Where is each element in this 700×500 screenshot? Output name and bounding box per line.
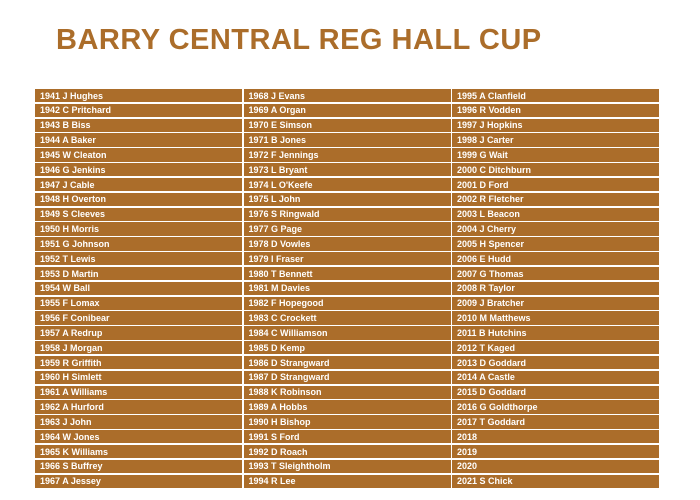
winner-cell: 1970 E Simson — [244, 119, 451, 132]
winner-cell: 1964 W Jones — [35, 430, 242, 443]
winner-cell: 1958 J Morgan — [35, 341, 242, 354]
winner-cell: 1975 L John — [244, 193, 451, 206]
winner-cell: 2015 D Goddard — [452, 386, 659, 399]
winner-cell: 2004 J Cherry — [452, 222, 659, 235]
winner-cell: 1969 A Organ — [244, 104, 451, 117]
winner-cell: 1999 G Wait — [452, 148, 659, 161]
winner-cell: 1959 R Griffith — [35, 356, 242, 369]
winner-cell: 2005 H Spencer — [452, 237, 659, 250]
winner-cell: 1944 A Baker — [35, 133, 242, 146]
winner-cell: 1989 A Hobbs — [244, 400, 451, 413]
winner-cell: 1973 L Bryant — [244, 163, 451, 176]
winner-cell: 1979 I Fraser — [244, 252, 451, 265]
winner-cell: 1978 D Vowles — [244, 237, 451, 250]
winner-cell: 1976 S Ringwald — [244, 208, 451, 221]
winner-cell: 1996 R Vodden — [452, 104, 659, 117]
winner-cell: 1945 W Cleaton — [35, 148, 242, 161]
winner-cell: 1941 J Hughes — [35, 89, 242, 102]
winner-cell: 1991 S Ford — [244, 430, 451, 443]
winner-cell: 1965 K Williams — [35, 445, 242, 458]
winner-cell: 2020 — [452, 460, 659, 473]
winner-cell: 1993 T Sleightholm — [244, 460, 451, 473]
winner-cell: 1994 R Lee — [244, 475, 451, 488]
winner-cell: 1974 L O'Keefe — [244, 178, 451, 191]
winner-cell: 1961 A Williams — [35, 386, 242, 399]
winner-cell: 1956 F Conibear — [35, 311, 242, 324]
winner-cell: 2010 M Matthews — [452, 311, 659, 324]
winner-cell: 2013 D Goddard — [452, 356, 659, 369]
winner-cell: 1981 M Davies — [244, 282, 451, 295]
winner-cell: 1987 D Strangward — [244, 371, 451, 384]
winner-cell: 1984 C Williamson — [244, 326, 451, 339]
winner-cell: 1948 H Overton — [35, 193, 242, 206]
winner-cell: 1963 J John — [35, 415, 242, 428]
winner-cell: 1950 H Morris — [35, 222, 242, 235]
winner-cell: 1942 C Pritchard — [35, 104, 242, 117]
winner-cell: 1980 T Bennett — [244, 267, 451, 280]
winner-cell: 2018 — [452, 430, 659, 443]
winner-cell: 1986 D Strangward — [244, 356, 451, 369]
winner-cell: 2003 L Beacon — [452, 208, 659, 221]
winner-cell: 2000 C Ditchburn — [452, 163, 659, 176]
winner-cell: 2006 E Hudd — [452, 252, 659, 265]
winner-cell: 1952 T Lewis — [35, 252, 242, 265]
winner-cell: 1967 A Jessey — [35, 475, 242, 488]
winner-cell: 2011 B Hutchins — [452, 326, 659, 339]
page-title: BARRY CENTRAL REG HALL CUP — [56, 24, 542, 56]
winner-cell: 1954 W Ball — [35, 282, 242, 295]
winner-cell: 2016 G Goldthorpe — [452, 400, 659, 413]
winner-cell: 1968 J Evans — [244, 89, 451, 102]
winner-cell: 1947 J Cable — [35, 178, 242, 191]
winner-cell: 2021 S Chick — [452, 475, 659, 488]
winner-cell: 1953 D Martin — [35, 267, 242, 280]
winner-cell: 1966 S Buffrey — [35, 460, 242, 473]
winner-cell: 2002 R Fletcher — [452, 193, 659, 206]
winner-cell: 1972 F Jennings — [244, 148, 451, 161]
winner-cell: 1992 D Roach — [244, 445, 451, 458]
winner-cell: 1949 S Cleeves — [35, 208, 242, 221]
winner-cell: 2019 — [452, 445, 659, 458]
winner-cell: 1995 A Clanfield — [452, 89, 659, 102]
winner-cell: 1955 F Lomax — [35, 297, 242, 310]
winner-cell: 1960 H Simlett — [35, 371, 242, 384]
winner-cell: 1946 G Jenkins — [35, 163, 242, 176]
winner-cell: 2009 J Bratcher — [452, 297, 659, 310]
winner-cell: 2017 T Goddard — [452, 415, 659, 428]
winner-cell: 1997 J Hopkins — [452, 119, 659, 132]
winner-cell: 2008 R Taylor — [452, 282, 659, 295]
winner-cell: 2001 D Ford — [452, 178, 659, 191]
winner-cell: 1971 B Jones — [244, 133, 451, 146]
winner-cell: 1977 G Page — [244, 222, 451, 235]
winner-cell: 1951 G Johnson — [35, 237, 242, 250]
winners-table — [35, 89, 659, 488]
winner-cell: 1962 A Hurford — [35, 400, 242, 413]
winner-cell: 1982 F Hopegood — [244, 297, 451, 310]
winner-cell: 1990 H Bishop — [244, 415, 451, 428]
winner-cell: 1943 B Biss — [35, 119, 242, 132]
winner-cell: 1985 D Kemp — [244, 341, 451, 354]
winner-cell: 1957 A Redrup — [35, 326, 242, 339]
winner-cell: 2014 A Castle — [452, 371, 659, 384]
winner-cell: 1983 C Crockett — [244, 311, 451, 324]
winner-cell: 2007 G Thomas — [452, 267, 659, 280]
winner-cell: 2012 T Kaged — [452, 341, 659, 354]
winner-cell: 1998 J Carter — [452, 133, 659, 146]
winner-cell: 1988 K Robinson — [244, 386, 451, 399]
